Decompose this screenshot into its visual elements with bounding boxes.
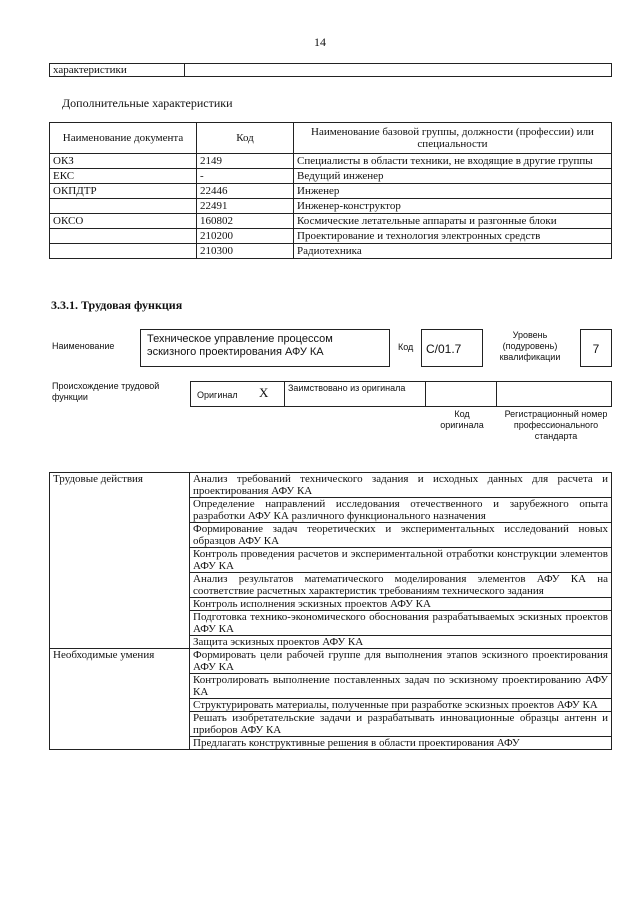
origin-table bbox=[190, 381, 612, 407]
page-number: 14 bbox=[314, 35, 326, 49]
registration-number-cell bbox=[496, 381, 612, 407]
item-cell: Защита эскизных проектов АФУ КА bbox=[190, 636, 612, 649]
characteristics-row bbox=[50, 214, 612, 229]
registration-number-label: Регистрационный номер профессионального стандарта bbox=[504, 409, 608, 441]
group-cell: Проектирование и технология электронных средств bbox=[294, 229, 612, 244]
header-group: Наименование базовой группы, должности (профессии) или специальности bbox=[294, 123, 612, 154]
group-cell: Инженер bbox=[294, 184, 612, 199]
name-label: Наименование bbox=[52, 341, 115, 351]
original-mark: X bbox=[259, 385, 269, 400]
table-row bbox=[50, 649, 612, 674]
additional-characteristics-heading: Дополнительные характеристики bbox=[62, 96, 233, 110]
item-cell: Контроль исполнения эскизных проектов АФУ КА bbox=[190, 598, 612, 611]
document-cell: ОКСО bbox=[50, 214, 197, 229]
document-cell bbox=[50, 244, 197, 259]
item-cell: Определение направлений исследования отечественного и зарубежного опыта разработки АФУ КА различного функционального назначения bbox=[190, 498, 612, 523]
original-cell bbox=[190, 381, 285, 407]
item-cell: Решать изобретательские задачи и разрабатывать инновационные образцы антенн и приборов АФУ КА bbox=[190, 712, 612, 737]
document-cell bbox=[50, 229, 197, 244]
characteristics-row bbox=[50, 199, 612, 214]
origin-label: Происхождение трудовой функции bbox=[52, 381, 160, 402]
header-document: Наименование документа bbox=[50, 123, 197, 154]
document-cell: ОКЗ bbox=[50, 154, 197, 169]
group-cell: Специалисты в области техники, не входящие в другие группы bbox=[294, 154, 612, 169]
characteristics-row bbox=[50, 169, 612, 184]
additional-characteristics-table bbox=[49, 122, 612, 259]
item-cell: Структурировать материалы, полученные при разработке эскизных проектов АФУ КА bbox=[190, 699, 612, 712]
characteristics-row bbox=[50, 184, 612, 199]
item-cell: Предлагать конструктивные решения в области проектирования АФУ bbox=[190, 737, 612, 750]
code-cell: 22491 bbox=[197, 199, 294, 214]
category-cell: Необходимые умения bbox=[50, 649, 190, 750]
characteristics-row bbox=[50, 229, 612, 244]
function-code-box: C/01.7 bbox=[421, 329, 483, 367]
function-name-box: Техническое управление процессом эскизного проектирования АФУ КА bbox=[140, 329, 390, 367]
item-cell: Контроль проведения расчетов и экспериментальной отработки конструкции элементов АФУ КА bbox=[190, 548, 612, 573]
group-cell: Радиотехника bbox=[294, 244, 612, 259]
document-cell: ЕКС bbox=[50, 169, 197, 184]
category-cell: Трудовые действия bbox=[50, 473, 190, 649]
qualification-level-box: 7 bbox=[580, 329, 612, 367]
code-cell: 2149 bbox=[197, 154, 294, 169]
group-cell: Космические летательные аппараты и разгонные блоки bbox=[294, 214, 612, 229]
document-cell: ОКПДТР bbox=[50, 184, 197, 199]
qualification-level-label: Уровень (подуровень) квалификации bbox=[499, 330, 561, 362]
item-cell: Формирование задач теоретических и экспериментальных исследований новых образцов АФУ КА bbox=[190, 523, 612, 548]
remnant-label: характеристики bbox=[50, 64, 185, 76]
labor-actions-table bbox=[49, 472, 612, 750]
code-cell: 160802 bbox=[197, 214, 294, 229]
code-cell: 210200 bbox=[197, 229, 294, 244]
previous-table-remnant bbox=[49, 63, 612, 77]
characteristics-row bbox=[50, 154, 612, 169]
document-cell bbox=[50, 199, 197, 214]
code-cell: 210300 bbox=[197, 244, 294, 259]
group-cell: Ведущий инженер bbox=[294, 169, 612, 184]
table-row bbox=[50, 473, 612, 498]
item-cell: Анализ результатов математического моделирования элементов АФУ КА на соответствие расчетных характеристик требованиям технического задания bbox=[190, 573, 612, 598]
item-cell: Анализ требований технического задания и исходных данных для расчета и проектирования АФУ КА bbox=[190, 473, 612, 498]
header-code: Код bbox=[197, 123, 294, 154]
labor-function-heading: 3.3.1. Трудовая функция bbox=[51, 298, 183, 312]
original-code-label: Код оригинала bbox=[440, 409, 484, 430]
item-cell: Контролировать выполнение поставленных задач по эскизному проектированию АФУ КА bbox=[190, 674, 612, 699]
original-code-cell bbox=[425, 381, 497, 407]
item-cell: Подготовка технико-экономического обоснования разрабатываемых эскизных проектов АФУ КА bbox=[190, 611, 612, 636]
code-label: Код bbox=[398, 342, 414, 352]
code-cell: 22446 bbox=[197, 184, 294, 199]
code-cell: - bbox=[197, 169, 294, 184]
characteristics-row bbox=[50, 244, 612, 259]
group-cell: Инженер-конструктор bbox=[294, 199, 612, 214]
borrowed-cell: Заимствовано из оригинала bbox=[284, 381, 426, 407]
item-cell: Формировать цели рабочей группе для выполнения этапов эскизного проектирования АФУ КА bbox=[190, 649, 612, 674]
original-label: Оригинал bbox=[197, 390, 238, 400]
